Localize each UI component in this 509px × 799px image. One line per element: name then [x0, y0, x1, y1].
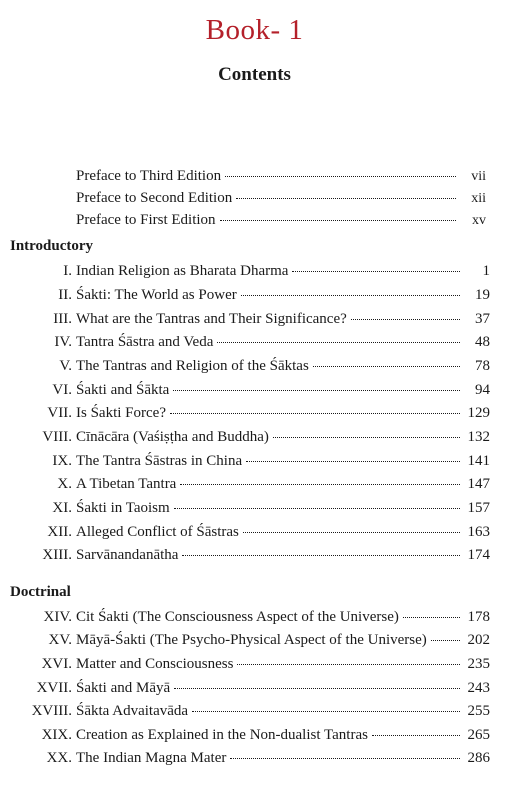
toc-entry-title: Matter and Consciousness [76, 656, 234, 672]
toc-row[interactable] [14, 355, 490, 377]
toc-row[interactable] [14, 629, 490, 651]
toc-row[interactable] [14, 521, 490, 543]
toc-entry-title: Cit Śakti (The Consciousness Aspect of the Universe) [76, 609, 399, 625]
chapter-number: VI. [52, 382, 72, 398]
chapter-number: XVII. [36, 680, 72, 696]
toc-entry-title: A Tibetan Tantra [76, 476, 177, 492]
toc-row[interactable] [14, 450, 490, 472]
toc-page-number: 174 [467, 547, 490, 563]
toc-page-number: 141 [467, 453, 490, 469]
toc-page-number: 202 [467, 632, 490, 648]
dot-leader [192, 711, 460, 712]
toc-row[interactable] [14, 260, 490, 282]
toc-page-number: vii [471, 169, 486, 184]
toc-entry-title: Māyā-Śakti (The Psycho-Physical Aspect of the Universe) [76, 632, 427, 648]
toc-page-number: 48 [475, 334, 490, 350]
chapter-number: XVIII. [31, 703, 72, 719]
toc-page-number: 19 [475, 287, 490, 303]
chapter-number: XVI. [41, 656, 72, 672]
toc-row[interactable] [14, 544, 490, 566]
toc-row-preface[interactable] [76, 165, 486, 187]
toc-page-number: 243 [467, 680, 490, 696]
dot-leader [173, 390, 460, 391]
dot-leader [237, 664, 460, 665]
chapter-number: V. [59, 358, 72, 374]
toc-page-number: 286 [467, 750, 490, 766]
chapter-number: XIV. [43, 609, 72, 625]
chapter-number: I. [63, 263, 72, 279]
dot-leader [313, 366, 460, 367]
chapter-number: IX. [52, 453, 72, 469]
toc-row[interactable] [14, 653, 490, 675]
toc-row[interactable] [14, 308, 490, 330]
toc-entry-title: Indian Religion as Bharata Dharma [76, 263, 289, 279]
toc-entry-title: Sarvānandanātha [76, 547, 179, 563]
dot-leader [225, 176, 456, 177]
book-title: Book- 1 [205, 14, 304, 46]
chapter-number: XX. [46, 750, 72, 766]
toc-page-number: 129 [467, 405, 490, 421]
toc-entry-title: Śakti and Śākta [76, 382, 170, 398]
toc-page-number: 255 [467, 703, 490, 719]
toc-page-number: 94 [475, 382, 490, 398]
toc-entry-title: What are the Tantras and Their Significance? [76, 311, 347, 327]
dot-leader [182, 555, 460, 556]
toc-row[interactable] [14, 331, 490, 353]
dot-leader [170, 413, 460, 414]
toc-entry-title: Preface to Second Edition [76, 190, 233, 206]
dot-leader [372, 735, 460, 736]
chapter-number: XI. [52, 500, 72, 516]
toc-entry-title: Preface to First Edition [76, 212, 216, 228]
toc-row-preface[interactable] [76, 187, 486, 209]
toc-page-number: 178 [467, 609, 490, 625]
chapter-number: XII. [47, 524, 72, 540]
chapter-number: IV. [54, 334, 72, 350]
toc-page-number: xv [472, 213, 486, 228]
toc-entry-title: Is Śakti Force? [76, 405, 166, 421]
toc-entry-title: Śakti in Taoism [76, 500, 170, 516]
dot-leader [174, 688, 460, 689]
chapter-number: XIII. [42, 547, 72, 563]
dot-leader [241, 295, 460, 296]
section-heading-introductory: Introductory [10, 238, 94, 254]
toc-row[interactable] [14, 402, 490, 424]
section-heading-doctrinal: Doctrinal [10, 584, 71, 600]
toc-row[interactable] [14, 497, 490, 519]
dot-leader [180, 484, 460, 485]
toc-page-number: 132 [467, 429, 490, 445]
dot-leader [403, 617, 460, 618]
toc-page-number: 147 [467, 476, 490, 492]
toc-entry-title: Śakti: The World as Power [76, 287, 237, 303]
toc-row[interactable] [14, 700, 490, 722]
toc-entry-title: Creation as Explained in the Non-dualist Tantras [76, 727, 368, 743]
dot-leader [292, 271, 460, 272]
dot-leader [351, 319, 460, 320]
dot-leader [217, 342, 460, 343]
toc-entry-title: Śakti and Māyā [76, 680, 171, 696]
dot-leader [431, 640, 460, 641]
chapter-number: VIII. [42, 429, 72, 445]
toc-page-number: xii [471, 191, 486, 206]
dot-leader [174, 508, 460, 509]
toc-page-number: 1 [482, 263, 490, 279]
toc-page-number: 157 [467, 500, 490, 516]
chapter-number: II. [58, 287, 72, 303]
chapter-number: VII. [47, 405, 72, 421]
toc-row[interactable] [14, 284, 490, 306]
toc-row-preface[interactable] [76, 209, 486, 231]
toc-entry-title: Tantra Śāstra and Veda [76, 334, 214, 350]
toc-page-number: 78 [475, 358, 490, 374]
toc-page-number: 163 [467, 524, 490, 540]
chapter-number: XIX. [41, 727, 72, 743]
toc-page-number: 235 [467, 656, 490, 672]
toc-entry-title: Alleged Conflict of Śāstras [76, 524, 239, 540]
toc-entry-title: The Indian Magna Mater [76, 750, 227, 766]
toc-page-number: 265 [467, 727, 490, 743]
chapter-number: X. [57, 476, 72, 492]
toc-row[interactable] [14, 747, 490, 769]
toc-row[interactable] [14, 473, 490, 495]
dot-leader [220, 220, 456, 221]
toc-row[interactable] [14, 426, 490, 448]
toc-page-number: 37 [475, 311, 490, 327]
chapter-number: XV. [48, 632, 72, 648]
toc-row[interactable] [14, 379, 490, 401]
dot-leader [246, 461, 460, 462]
dot-leader [243, 532, 460, 533]
toc-entry-title: The Tantras and Religion of the Śāktas [76, 358, 309, 374]
contents-heading: Contents [218, 64, 291, 85]
chapter-number: III. [53, 311, 72, 327]
dot-leader [236, 198, 456, 199]
toc-entry-title: Preface to Third Edition [76, 168, 222, 184]
toc-row[interactable] [14, 724, 490, 746]
toc-entry-title: Śākta Advaitavāda [76, 703, 189, 719]
toc-row[interactable] [14, 677, 490, 699]
dot-leader [230, 758, 460, 759]
dot-leader [273, 437, 460, 438]
toc-entry-title: Cīnācāra (Vaśiṣṭha and Buddha) [76, 429, 269, 445]
toc-entry-title: The Tantra Śāstras in China [76, 453, 243, 469]
toc-row[interactable] [14, 606, 490, 628]
